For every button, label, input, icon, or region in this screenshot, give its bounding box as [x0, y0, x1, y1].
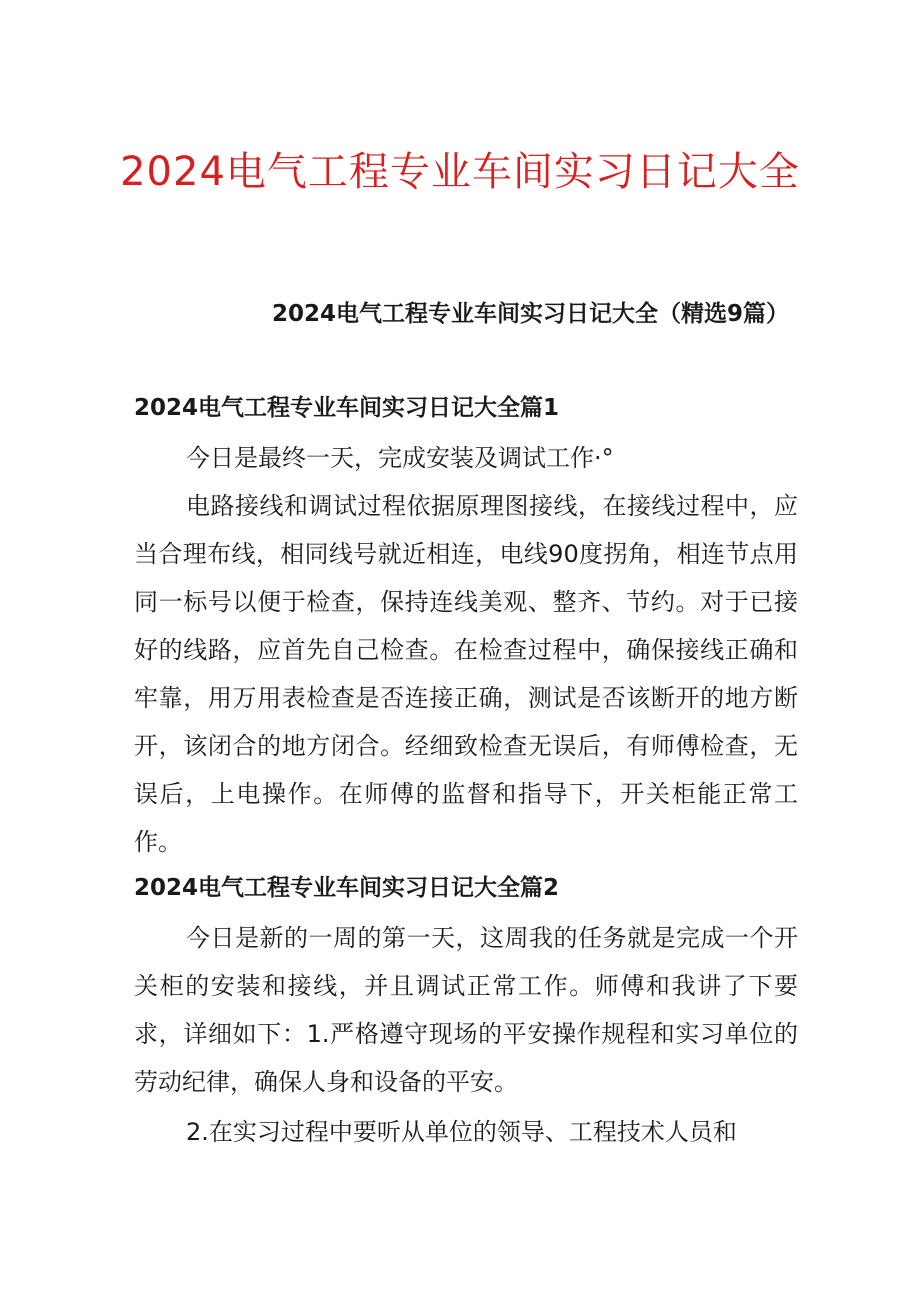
section-1-paragraph-1: 今日是最终一天，完成安装及调试工作·°	[186, 444, 614, 472]
section-1-paragraph-2: 电路接线和调试过程依据原理图接线，在接线过程中，应当合理布线，相同线号就近相连，电线90度拐角，相连节点用同一标号以便于检查，保持连线美观、整齐、节约。对于已接好的线路，应首先自己检查。在检查过程中，确保接线正确和牢靠，用万用表检查是否连接正确，测试是否该断开的地方断开，该闭合的地方闭合。经细致检查无误后，有师傅检查，无误后，上电操作。在师傅的监督和指导下，开关柜能正常工作。	[134, 492, 798, 856]
section-2-paragraph-1: 今日是新的一周的第一天，这周我的任务就是完成一个开关柜的安装和接线，并且调试正常工作。师傅和我讲了下要求，详细如下：1.严格遵守现场的平安操作规程和实习单位的劳动纪律，确保人身和设备的平安。	[134, 924, 798, 1096]
document-title: 2024电气工程专业车间实习日记大全	[120, 149, 800, 195]
section-heading-1: 2024电气工程专业车间实习日记大全篇1	[134, 395, 560, 421]
section-heading-2: 2024电气工程专业车间实习日记大全篇2	[134, 875, 560, 901]
document-subtitle: 2024电气工程专业车间实习日记大全（精选9篇）	[272, 301, 790, 327]
section-2-paragraph-2: 2.在实习过程中要听从单位的领导、工程技术人员和	[186, 1118, 737, 1146]
